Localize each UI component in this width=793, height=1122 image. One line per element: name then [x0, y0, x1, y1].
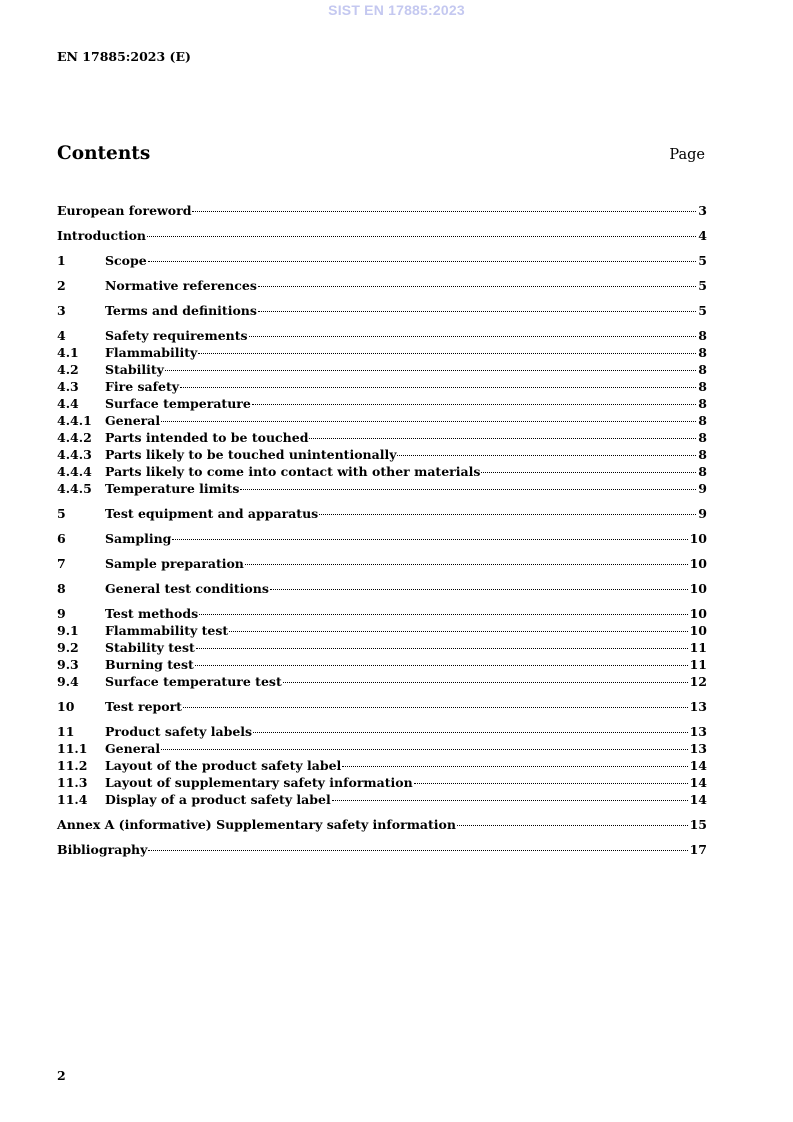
toc-entry-number: 4.4.2 [57, 430, 92, 445]
toc-entry-number: 11.2 [57, 758, 88, 773]
toc-entry-title: Fire safety [105, 379, 180, 394]
toc-entry-number: 4.4.5 [57, 481, 92, 496]
toc-entry-number: 10 [57, 699, 75, 714]
toc-entry-page: 13 [689, 699, 707, 714]
toc-entry[interactable] [57, 252, 707, 269]
toc-entry[interactable] [57, 740, 707, 757]
toc-entry-title: Bibliography [57, 842, 148, 857]
toc-dot-leader [196, 648, 688, 649]
toc-entry-title: Test methods [105, 606, 199, 621]
toc-entry[interactable] [57, 757, 707, 774]
toc-dot-leader [270, 589, 688, 590]
toc-dot-leader [147, 236, 696, 237]
toc-entry[interactable] [57, 555, 707, 572]
toc-entry-page: 8 [698, 328, 707, 343]
toc-entry-number: 2 [57, 278, 66, 293]
toc-dot-leader [240, 489, 696, 490]
toc-entry-title: General test conditions [105, 581, 269, 596]
toc-entry-number: 11.3 [57, 775, 88, 790]
toc-entry[interactable] [57, 841, 707, 858]
toc-entry-title: Product safety labels [105, 724, 253, 739]
toc-entry-number: 9.1 [57, 623, 79, 638]
toc-dot-leader [245, 564, 688, 565]
toc-dot-leader [332, 800, 688, 801]
toc-dot-leader [457, 825, 688, 826]
toc-entry-title: General [105, 741, 161, 756]
toc-dot-leader [258, 286, 696, 287]
toc-entry-number: 11 [57, 724, 75, 739]
toc-entry-page: 11 [689, 657, 707, 672]
toc-entry-page: 10 [689, 581, 707, 596]
toc-entry[interactable] [57, 412, 707, 429]
toc-entry-page: 14 [689, 775, 707, 790]
toc-entry[interactable] [57, 361, 707, 378]
toc-entry-title: Parts intended to be touched [105, 430, 309, 445]
toc-entry-page: 8 [698, 447, 707, 462]
toc-entry-page: 8 [698, 413, 707, 428]
toc-entry-title: Test equipment and apparatus [105, 506, 319, 521]
toc-entry-page: 17 [689, 842, 707, 857]
toc-entry-number: 1 [57, 253, 66, 268]
toc-entry-page: 13 [689, 741, 707, 756]
toc-entry[interactable] [57, 530, 707, 547]
toc-entry-number: 4.2 [57, 362, 79, 377]
toc-entry[interactable] [57, 605, 707, 622]
toc-entry-number: 4.4.3 [57, 447, 92, 462]
toc-entry-page: 13 [689, 724, 707, 739]
toc-dot-leader [309, 438, 696, 439]
toc-dot-leader [183, 707, 688, 708]
toc-entry[interactable] [57, 698, 707, 715]
toc-entry[interactable] [57, 463, 707, 480]
toc-entry-title: Parts likely to come into contact with other materials [105, 464, 481, 479]
toc-entry[interactable] [57, 327, 707, 344]
toc-dot-leader [148, 850, 687, 851]
toc-entry[interactable] [57, 816, 707, 833]
toc-entry-page: 10 [689, 623, 707, 638]
toc-entry-number: 4.4 [57, 396, 79, 411]
toc-entry[interactable] [57, 774, 707, 791]
toc-entry-title: Sample preparation [105, 556, 244, 571]
watermark: SIST EN 17885:2023 [328, 2, 465, 18]
toc-entry-title: Annex A (informative) Supplementary safety information [57, 817, 456, 832]
toc-entry-number: 4.4.1 [57, 413, 92, 428]
toc-dot-leader [252, 404, 696, 405]
toc-entry-title: Test report [105, 699, 182, 714]
toc-entry-number: 4 [57, 328, 66, 343]
toc-entry-page: 8 [698, 430, 707, 445]
toc-dot-leader [481, 472, 696, 473]
toc-entry-page: 15 [689, 817, 707, 832]
toc-dot-leader [199, 614, 687, 615]
toc-entry-title: Surface temperature [105, 396, 251, 411]
toc-entry-number: 8 [57, 581, 66, 596]
toc-entry-number: 3 [57, 303, 66, 318]
toc-entry[interactable] [57, 446, 707, 463]
toc-entry-number: 9.2 [57, 640, 79, 655]
toc-entry[interactable] [57, 378, 707, 395]
toc-entry-number: 4.1 [57, 345, 79, 360]
toc-entry-title: Burning test [105, 657, 194, 672]
toc-dot-leader [258, 311, 696, 312]
toc-entry-page: 8 [698, 362, 707, 377]
toc-entry[interactable] [57, 673, 707, 690]
toc-entry-title: Stability [105, 362, 164, 377]
toc-dot-leader [192, 211, 696, 212]
toc-dot-leader [180, 387, 696, 388]
toc-entry-number: 5 [57, 506, 66, 521]
toc-dot-leader [342, 766, 687, 767]
toc-entry-number: 4.4.4 [57, 464, 92, 479]
toc-entry-page: 14 [689, 758, 707, 773]
toc-dot-leader [161, 749, 687, 750]
toc-entry-title: Flammability [105, 345, 198, 360]
toc-entry[interactable] [57, 639, 707, 656]
toc-entry-title: Scope [105, 253, 147, 268]
toc-entry-title: Stability test [105, 640, 195, 655]
toc-entry-page: 9 [698, 506, 707, 521]
toc-entry-page: 10 [689, 556, 707, 571]
toc-entry[interactable] [57, 622, 707, 639]
toc-entry[interactable] [57, 202, 707, 219]
toc-dot-leader [165, 370, 696, 371]
toc-entry-number: 4.3 [57, 379, 79, 394]
toc-entry-title: Terms and definitions [105, 303, 257, 318]
toc-dot-leader [198, 353, 696, 354]
toc-entry-title: Layout of supplementary safety information [105, 775, 413, 790]
toc-entry-page: 9 [698, 481, 707, 496]
page-column-label: Page [669, 147, 705, 163]
toc-dot-leader [161, 421, 696, 422]
toc-entry[interactable] [57, 302, 707, 319]
toc-entry-page: 5 [698, 253, 707, 268]
toc-entry-page: 10 [689, 606, 707, 621]
toc-entry-title: Surface temperature test [105, 674, 282, 689]
toc-entry[interactable] [57, 227, 707, 244]
toc-dot-leader [249, 336, 697, 337]
toc-entry[interactable] [57, 277, 707, 294]
toc-entry-number: 9 [57, 606, 66, 621]
toc-dot-leader [195, 665, 688, 666]
toc-entry-number: 6 [57, 531, 66, 546]
toc-entry-title: Layout of the product safety label [105, 758, 342, 773]
toc-entry[interactable] [57, 723, 707, 740]
contents-title: Contents [57, 143, 151, 164]
toc-entry[interactable] [57, 656, 707, 673]
toc-dot-leader [253, 732, 688, 733]
table-of-contents [57, 202, 707, 858]
toc-dot-leader [148, 261, 697, 262]
toc-entry-page: 5 [698, 303, 707, 318]
toc-entry-page: 8 [698, 379, 707, 394]
toc-dot-leader [283, 682, 688, 683]
toc-dot-leader [397, 455, 696, 456]
toc-entry-title: Normative references [105, 278, 257, 293]
toc-entry-page: 8 [698, 464, 707, 479]
toc-entry-title: Parts likely to be touched unintentionally [105, 447, 397, 462]
toc-entry-page: 11 [689, 640, 707, 655]
toc-entry-number: 9.3 [57, 657, 79, 672]
toc-entry-number: 7 [57, 556, 66, 571]
toc-entry-number: 11.1 [57, 741, 88, 756]
toc-dot-leader [172, 539, 687, 540]
toc-entry-title: Flammability test [105, 623, 229, 638]
toc-dot-leader [414, 783, 688, 784]
toc-entry-number: 11.4 [57, 792, 88, 807]
toc-entry-title: Introduction [57, 228, 147, 243]
page-number: 2 [57, 1068, 66, 1083]
toc-entry-page: 10 [689, 531, 707, 546]
toc-entry-number: 9.4 [57, 674, 79, 689]
toc-entry[interactable] [57, 580, 707, 597]
toc-entry[interactable] [57, 791, 707, 808]
toc-entry-title: General [105, 413, 161, 428]
toc-entry-title: Temperature limits [105, 481, 240, 496]
toc-dot-leader [319, 514, 696, 515]
toc-entry-page: 8 [698, 396, 707, 411]
toc-entry-page: 12 [689, 674, 707, 689]
toc-entry[interactable] [57, 429, 707, 446]
toc-entry-page: 5 [698, 278, 707, 293]
toc-entry-title: Safety requirements [105, 328, 248, 343]
toc-entry-page: 8 [698, 345, 707, 360]
document-id: EN 17885:2023 (E) [57, 49, 191, 64]
toc-entry-title: Sampling [105, 531, 172, 546]
toc-entry-title: European foreword [57, 203, 192, 218]
toc-entry[interactable] [57, 344, 707, 361]
toc-entry-title: Display of a product safety label [105, 792, 331, 807]
toc-dot-leader [229, 631, 687, 632]
toc-entry[interactable] [57, 395, 707, 412]
toc-entry-page: 14 [689, 792, 707, 807]
toc-entry[interactable] [57, 505, 707, 522]
toc-entry-page: 4 [698, 228, 707, 243]
toc-entry-page: 3 [698, 203, 707, 218]
toc-entry[interactable] [57, 480, 707, 497]
